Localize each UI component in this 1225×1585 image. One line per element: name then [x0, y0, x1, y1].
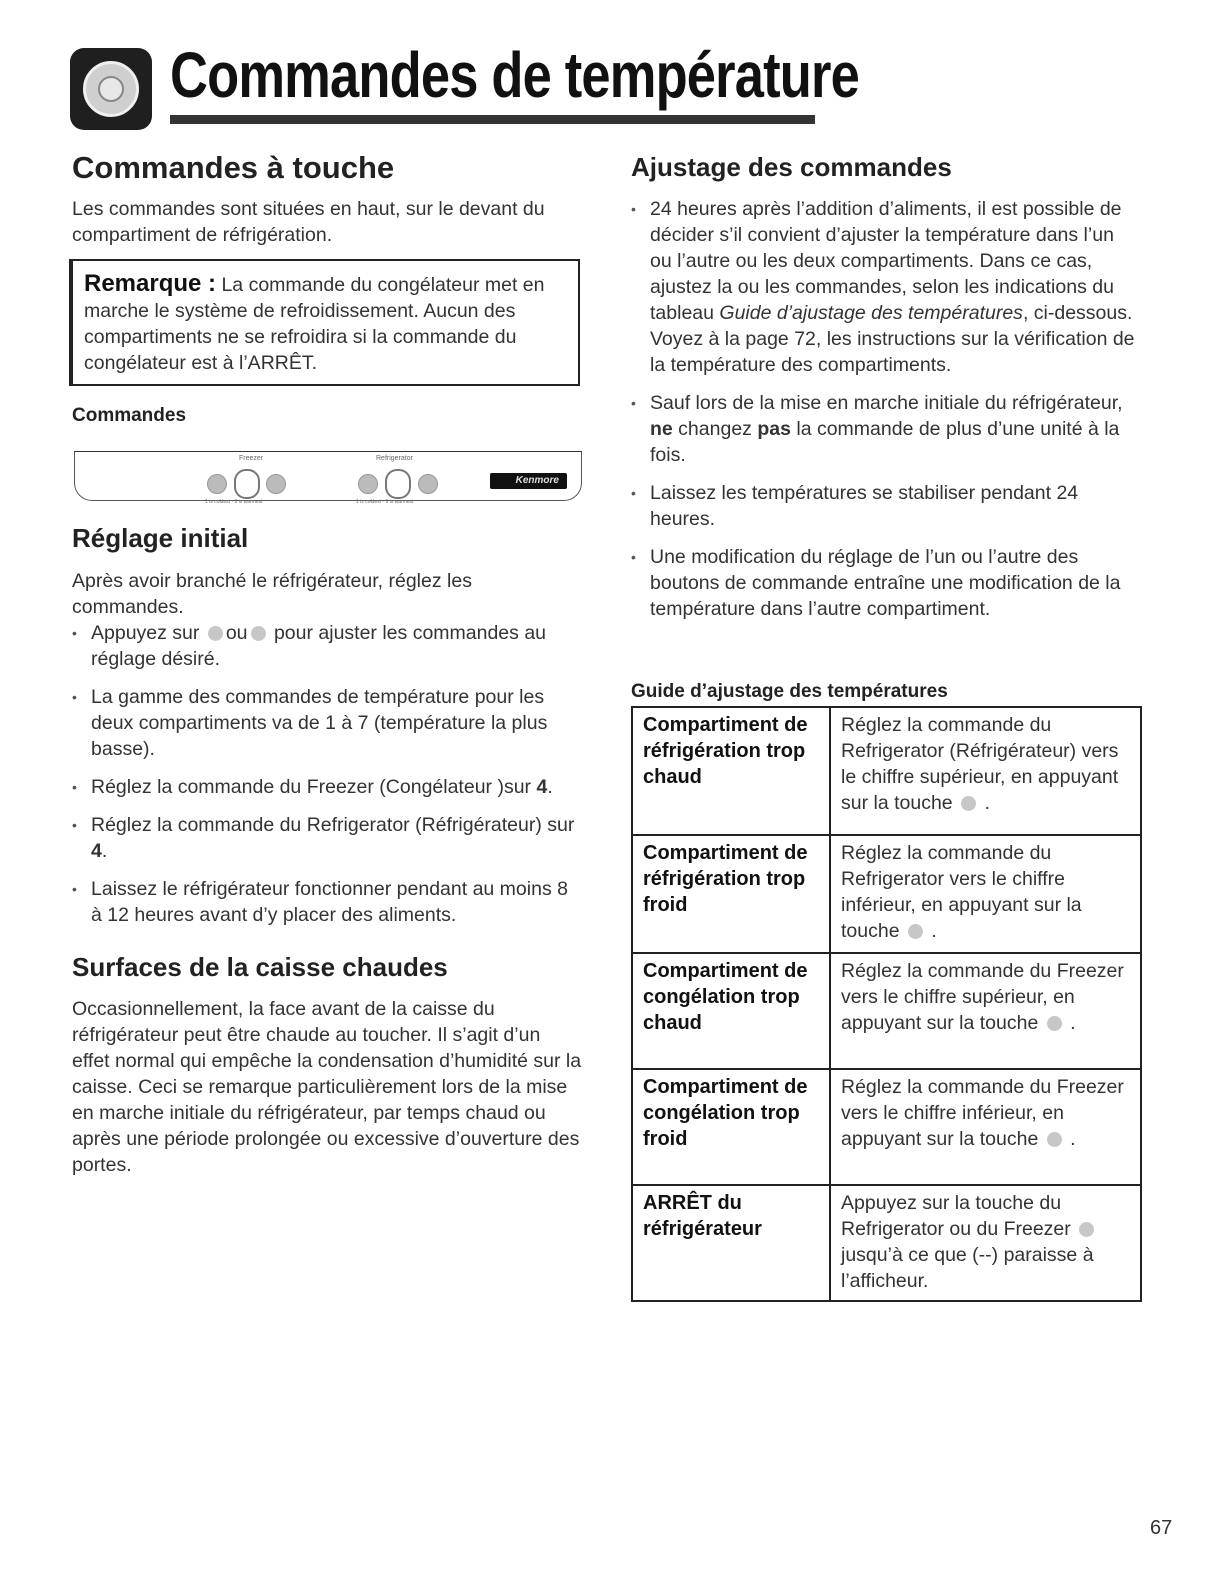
touch-button-icon	[908, 924, 923, 939]
bullet-refrigerator-post: .	[101, 840, 108, 862]
table-action-text: Réglez la commande du Freezer vers le chiffre supérieur, en appuyant sur la touche	[841, 960, 1124, 1034]
table-action-end: jusqu’à ce que (--) paraisse à l’afficheur.	[841, 1244, 1094, 1292]
bullet-one-unit-pre: Sauf lors de la mise en marche initiale du réfrigérateur,	[650, 392, 1123, 414]
touch-button-icon	[961, 796, 976, 811]
touch-button-icon	[1047, 1016, 1062, 1031]
bullet-one-unit-mid: changez	[672, 418, 758, 440]
brand-text: Kenmore	[515, 475, 559, 486]
refrigerator-display	[385, 469, 411, 499]
table-action-cell	[830, 953, 1141, 1069]
bullet-24-pre: 24 heures après l’addition d’aliments, il est possible de décider s’il convient d’ajuster la température dans l’un ou l’autre ou les deux compartiments. Dans ce cas, ajustez la ou les commandes, selon les indications du tableau	[650, 198, 1122, 324]
table-action-text: Réglez la commande du Refrigerator vers le chiffre inférieur, en appuyant sur la touche	[841, 842, 1082, 942]
table-condition-cell: Compartiment de réfrigération trop chaud	[632, 707, 830, 835]
temperature-dial-icon	[70, 48, 152, 130]
bullet-one-unit-post: la commande de plus d’une unité à la fois.	[650, 418, 1120, 466]
table-action-cell	[830, 835, 1141, 953]
table-action-cell	[830, 707, 1141, 835]
table-action-text: Appuyez sur la touche du Refrigerator ou du Freezer	[841, 1192, 1071, 1240]
freezer-colder-button-icon	[266, 474, 286, 494]
table-row	[632, 1069, 1141, 1185]
bullet-freezer-pre: Réglez la commande du Freezer (Congélateur )sur	[91, 776, 537, 798]
table-action-cell	[830, 1069, 1141, 1185]
warmer-button-icon	[208, 626, 223, 641]
table-condition-cell: Compartiment de réfrigération trop froid	[632, 835, 830, 953]
intro-text: Les commandes sont situées en haut, sur le devant du compartiment de réfrigération.	[72, 198, 545, 246]
bullet-interaction: • Une modification du réglage de l’un ou l’autre des boutons de commande entraîne une modification de la température dans l’autre compartiment.	[631, 544, 1141, 622]
panel-refrigerator-label: Refrigerator	[376, 455, 413, 462]
table-condition-cell: ARRÊT du réfrigérateur	[632, 1185, 830, 1301]
note-text: La commande du congélateur met en marche le système de refroidissement. Aucun des compartiments ne se refroidira si la commande du congélateur est à l’ARRÊT.	[84, 274, 545, 374]
initial-bullets	[72, 620, 582, 928]
colder-button-icon	[251, 626, 266, 641]
table-action-end: .	[1070, 1128, 1076, 1150]
page-title: Commandes de température	[170, 39, 860, 111]
temperature-adjustment-table	[631, 706, 1142, 1302]
section-title-adjusting-controls: Ajustage des commandes	[631, 152, 952, 182]
refrigerator-setting-value: 4	[91, 840, 102, 862]
table-action-end: .	[1070, 1012, 1076, 1034]
bullet-one-unit	[631, 390, 1141, 468]
bullet-adjust	[72, 620, 582, 672]
table-title: Guide d’ajustage des températures	[631, 681, 948, 702]
title-underline	[170, 115, 815, 124]
note-content	[84, 271, 570, 376]
table-condition-cell: Compartiment de congélation trop chaud	[632, 953, 830, 1069]
refrigerator-colder-button-icon	[418, 474, 438, 494]
kenmore-logo	[490, 473, 567, 489]
initial-text: Après avoir branché le réfrigérateur, réglez les commandes.	[72, 570, 472, 618]
bullet-freezer-post: .	[547, 776, 553, 798]
emphasis-ne: ne	[650, 418, 673, 440]
table-action-end: .	[931, 920, 937, 942]
adjust-bullets	[631, 196, 1141, 622]
refrigerator-warmer-button-icon	[358, 474, 378, 494]
table-action-cell	[830, 1185, 1141, 1301]
bullet-24-italic: Guide d’ajustage des températures	[719, 302, 1023, 324]
page-number: 67	[1150, 1517, 1173, 1539]
table-action-end: .	[984, 792, 990, 814]
bullet-range: • La gamme des commandes de température pour les deux compartiments va de 1 à 7 (température la plus basse).	[72, 684, 582, 762]
table-row	[632, 1185, 1141, 1301]
table-row	[632, 707, 1141, 835]
bullet-adjust-pre: Appuyez sur	[91, 622, 200, 644]
note-label: Remarque :	[84, 270, 217, 297]
table-action-text: Réglez la commande du Refrigerator (Réfrigérateur) vers le chiffre supérieur, en appuyant sur la touche	[841, 714, 1119, 814]
bullet-stabilize: • Laissez les températures se stabiliser pendant 24 heures.	[631, 480, 1141, 532]
controls-label: Commandes	[72, 405, 187, 426]
surfaces-text: Occasionnellement, la face avant de la caisse du réfrigérateur peut être chaude au toucher. Il s’agit d’un effet normal qui empêche la condensation d’humidité sur la caisse. Ceci se remarque particulièrement lors de la mise en marche initiale du réfrigérateur, par temps chaud ou après une période prolongée ou excessive d’ouverture des portes.	[72, 998, 582, 1176]
section-title-touch-controls: Commandes à touche	[72, 150, 395, 185]
table-row	[632, 953, 1141, 1069]
bullet-adjust-mid: ou	[225, 622, 248, 644]
panel-freezer-label: Freezer	[239, 455, 264, 462]
bullet-refrigerator-pre: Réglez la commande du Refrigerator (Réfrigérateur) sur	[91, 814, 575, 836]
section-title-initial-setting: Réglage initial	[72, 523, 249, 553]
bullet-refrigerator-setting	[72, 812, 582, 864]
bullet-wait: • Laissez le réfrigérateur fonctionner pendant au moins 8 à 12 heures avant d’y placer des aliments.	[72, 876, 582, 928]
panel-refrigerator-sub: 1 is coldest · 9 is warmest	[356, 499, 414, 505]
table-row	[632, 835, 1141, 953]
table-action-text: Réglez la commande du Freezer vers le chiffre inférieur, en appuyant sur la touche	[841, 1076, 1124, 1150]
table-condition-cell: Compartiment de congélation trop froid	[632, 1069, 830, 1185]
emphasis-pas: pas	[757, 418, 791, 440]
bullet-24-hours	[631, 196, 1141, 378]
freezer-setting-value: 4	[536, 776, 548, 798]
bullet-adjust-post: pour ajuster les commandes au réglage désiré.	[91, 622, 547, 670]
touch-button-icon	[1079, 1222, 1094, 1237]
bullet-freezer-setting	[72, 774, 582, 800]
freezer-warmer-button-icon	[207, 474, 227, 494]
freezer-display	[234, 469, 260, 499]
touch-button-icon	[1047, 1132, 1062, 1147]
bullet-24-post: , ci-dessous. Voyez à la page 72, les instructions sur la vérification de la température des compartiments.	[650, 302, 1135, 376]
panel-freezer-sub: 1 is coldest · 9 is warmest	[205, 499, 263, 505]
section-title-warm-surfaces: Surfaces de la caisse chaudes	[72, 952, 448, 982]
